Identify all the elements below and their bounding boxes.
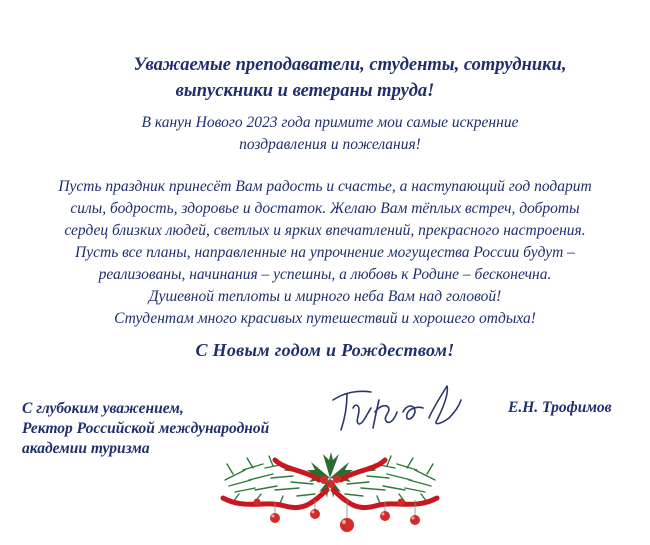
signature-org-line: академии туризма [22,440,150,457]
body-line-4: Пусть все планы, направленные на упрочнение могущества России будут – [75,244,575,261]
holiday-greeting: С Новым годом и Рождеством! [195,340,455,360]
body-line-6: Душевной теплоты и мирного неба Вам над головой! [148,288,502,305]
body-line-2: силы, бодрость, здоровье и достаток. Желаю Вам тёплых встреч, доброты [70,200,580,217]
christmas-garland-icon [215,440,445,545]
rector-name: Е.Н. Трофимов [508,399,612,416]
greeting-heading-line-2: выпускники и ветераны труда! [175,81,435,101]
body-line-1: Пусть праздник принесёт Вам радость и счастье, а наступающий год подарит [58,178,592,195]
intro-line-1: В канун Нового 2023 года примите мои самые искренние [141,114,519,131]
body-line-3: сердец близких людей, светлых и ярких впечатлений, прекрасного настроения. [64,222,586,239]
signature-title-line: Ректор Российской международной [22,420,270,437]
body-line-7: Студентам много красивых путешествий и хорошего отдыха! [114,310,536,327]
handwritten-signature-icon [325,378,465,443]
body-line-5: реализованы, начинания – успешны, а любовь к Родине – бесконечна. [98,266,552,283]
greeting-heading-line-1: Уважаемые преподаватели, студенты, сотрудники, [133,55,567,75]
intro-line-2: поздравления и пожелания! [239,136,421,153]
signature-respect-line: С глубоким уважением, [22,400,184,417]
